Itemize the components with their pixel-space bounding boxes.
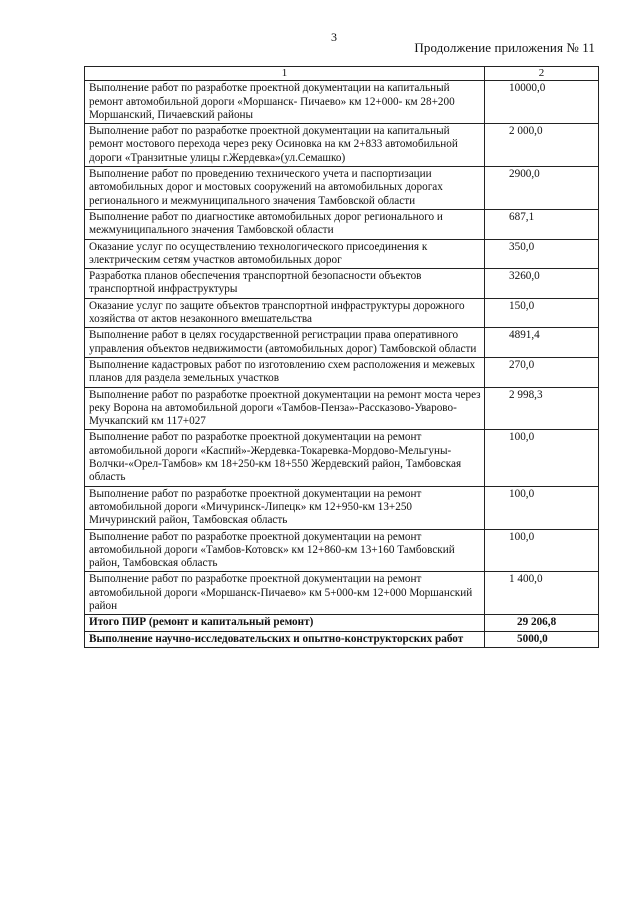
row-description: Выполнение работ по разработке проектной документации на ремонт автомобильной дороги «Каспий»-Жердевка-Токаревка-Мордово-Мельгуны-Волчки-«Орел-Тамбов» км 18+250-км 18+550 Жердевский район, Тамбовская область — [85, 430, 485, 486]
row-description: Оказание услуг по осуществлению технологического присоединения к электрическим сетям участков автомобильных дорог — [85, 239, 485, 269]
total-value: 29 206,8 — [517, 616, 557, 629]
row-description: Выполнение работ по разработке проектной документации на капитальный ремонт автомобильной дороги «Моршанск- Пичаево» км 12+000- км 28+200 Моршанский, Пичаевский районы — [85, 81, 485, 124]
row-description: Выполнение работ по разработке проектной документации на капитальный ремонт мостового перехода через реку Осиновка на км 2+833 автомобильной дороги «Транзитные улицы г.Жердевка»(ул.Семашко) — [85, 124, 485, 167]
table-row — [85, 81, 599, 124]
table-row — [85, 631, 599, 647]
row-value: 2 000,0 — [509, 125, 543, 138]
column-header: 2 — [485, 67, 599, 81]
row-value-cell — [485, 298, 599, 328]
column-header: 1 — [85, 67, 485, 81]
row-value-cell — [485, 387, 599, 430]
row-description: Выполнение работ в целях государственной регистрации права оперативного управления объектов недвижимости (автомобильных дорог) Тамбовской области — [85, 328, 485, 358]
row-value: 2 998,3 — [509, 388, 543, 401]
table-row — [85, 239, 599, 269]
row-value-cell — [485, 81, 599, 124]
table-header-row — [85, 67, 599, 81]
row-value-cell — [485, 357, 599, 387]
row-description: Выполнение работ по проведению технического учета и паспортизации автомобильных дорог и мостовых сооружений на автомобильных дорогах регионального и межмуниципального значения Тамбовской области — [85, 167, 485, 210]
table-row — [85, 269, 599, 299]
table-row — [85, 572, 599, 615]
row-value: 2900,0 — [509, 168, 540, 181]
table-row — [85, 529, 599, 572]
table-row — [85, 486, 599, 529]
row-description: Выполнение кадастровых работ по изготовлению схем расположения и межевых планов для раздела земельных участков — [85, 357, 485, 387]
expenditure-table — [84, 66, 599, 648]
row-value: 350,0 — [509, 240, 535, 253]
row-value-cell — [485, 167, 599, 210]
row-value: 10000,0 — [509, 82, 546, 95]
table-row — [85, 209, 599, 239]
row-description: Выполнение работ по разработке проектной документации на ремонт автомобильной дороги «Тамбов-Котовск» км 12+860-км 13+160 Тамбовский район, Тамбовская область — [85, 529, 485, 572]
row-value: 4891,4 — [509, 329, 540, 342]
row-value-cell — [485, 269, 599, 299]
row-value: 100,0 — [509, 431, 535, 444]
row-value: 100,0 — [509, 487, 535, 500]
table-row — [85, 430, 599, 486]
table-row — [85, 298, 599, 328]
row-value-cell — [485, 572, 599, 615]
table-row — [85, 387, 599, 430]
row-description: Выполнение работ по разработке проектной документации на ремонт моста через реку Ворона на автомобильной дороги «Тамбов-Пенза»-Рассказово-Уварово-Мучкапский км 117+027 — [85, 387, 485, 430]
row-value: 1 400,0 — [509, 573, 543, 586]
row-value-cell — [485, 124, 599, 167]
appendix-note: Продолжение приложения № 11 — [414, 40, 595, 55]
row-value-cell — [485, 631, 599, 647]
table-row — [85, 357, 599, 387]
row-description: Выполнение научно-исследовательских и опытно-конструкторских работ — [85, 631, 485, 647]
total-row — [85, 615, 599, 631]
row-value-cell — [485, 239, 599, 269]
row-description: Выполнение работ по диагностике автомобильных дорог регионального и межмуниципального значения Тамбовской области — [85, 209, 485, 239]
row-value-cell — [485, 328, 599, 358]
table-row — [85, 167, 599, 210]
row-value-cell — [485, 486, 599, 529]
row-value: 150,0 — [509, 299, 535, 312]
row-description: Выполнение работ по разработке проектной документации на ремонт автомобильной дороги «Моршанск-Пичаево» км 5+000-км 12+000 Моршанский район — [85, 572, 485, 615]
table-row — [85, 328, 599, 358]
row-description: Оказание услуг по защите объектов транспортной инфраструктуры дорожного хозяйства от актов незаконного вмешательства — [85, 298, 485, 328]
row-value-cell — [485, 529, 599, 572]
row-description: Разработка планов обеспечения транспортной безопасности объектов транспортной инфраструктуры — [85, 269, 485, 299]
row-value: 270,0 — [509, 358, 535, 371]
total-value-cell — [485, 615, 599, 631]
row-value-cell — [485, 430, 599, 486]
row-value-cell — [485, 209, 599, 239]
row-value: 100,0 — [509, 530, 535, 543]
row-value: 5000,0 — [517, 632, 548, 645]
row-description: Выполнение работ по разработке проектной документации на ремонт автомобильной дороги «Мичуринск-Липецк» км 12+950-км 13+250 Мичуринский район, Тамбовская область — [85, 486, 485, 529]
row-value: 3260,0 — [509, 270, 540, 283]
page-number: 3 — [331, 30, 337, 44]
table-row — [85, 124, 599, 167]
total-label: Итого ПИР (ремонт и капитальный ремонт) — [85, 615, 485, 631]
row-value: 687,1 — [509, 210, 535, 223]
